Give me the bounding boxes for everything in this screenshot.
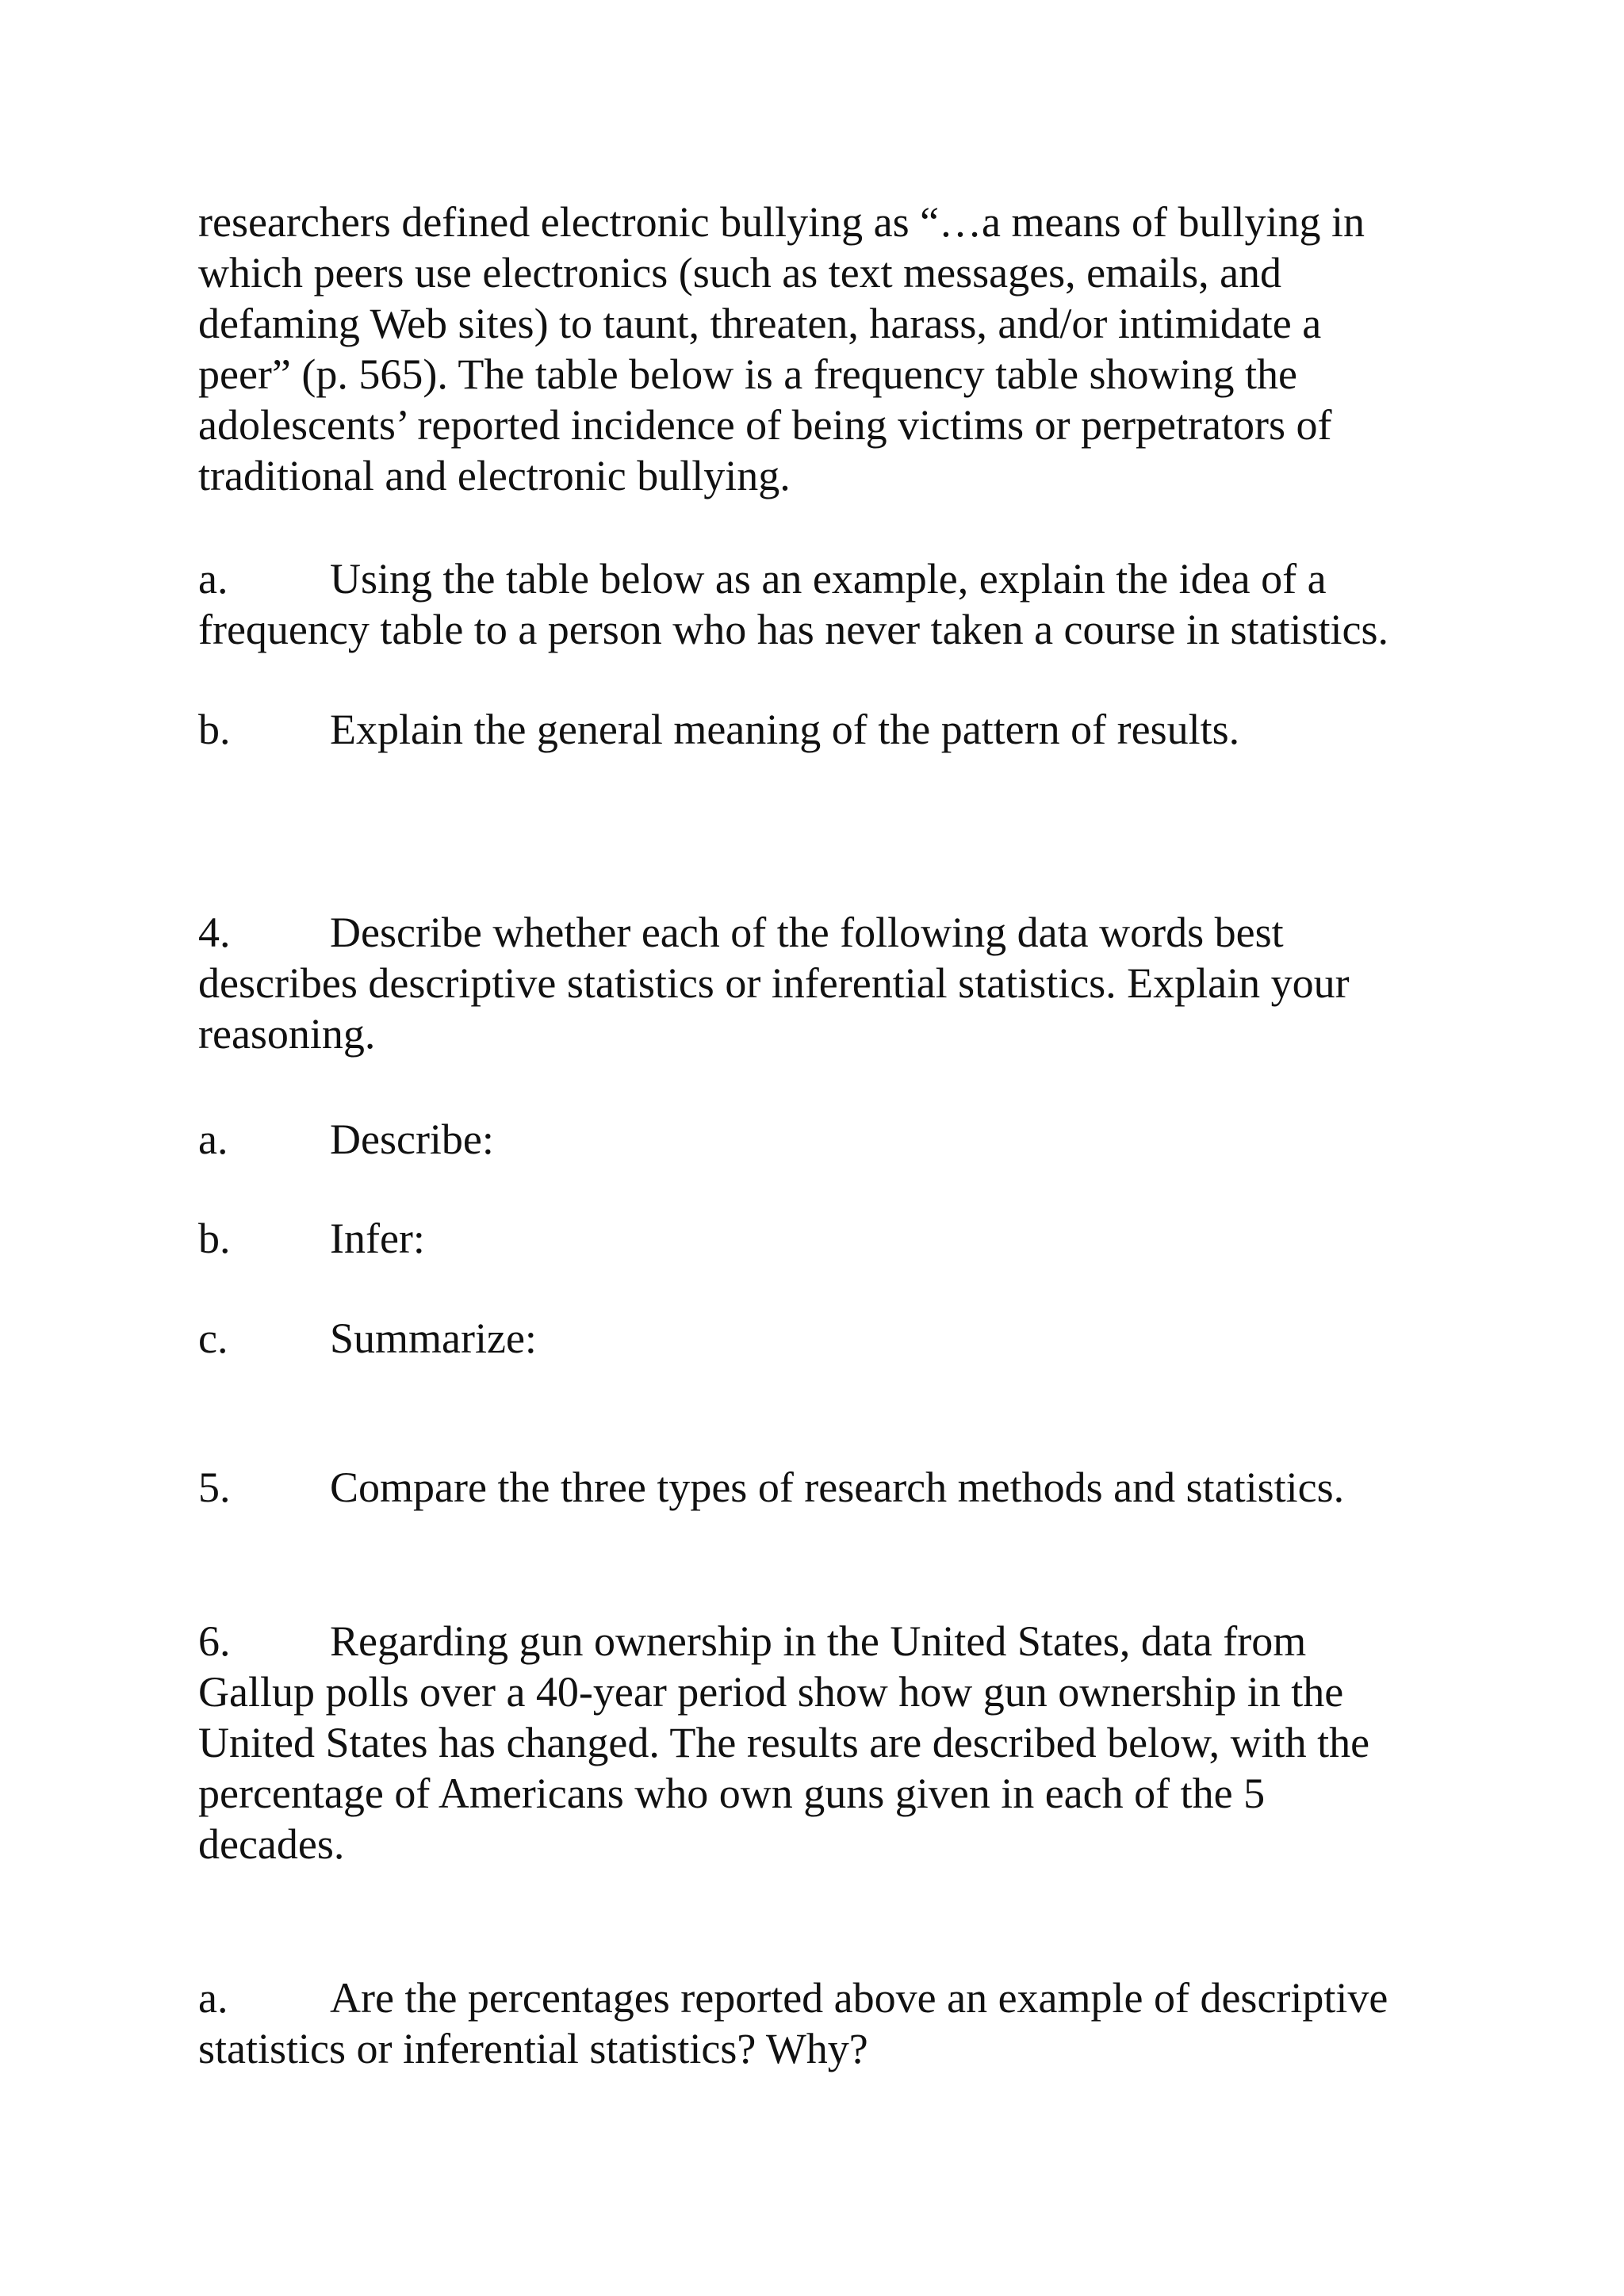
item-text: Using the table below as an example, explain the idea of a <box>330 555 1327 603</box>
question-number: 5. <box>198 1464 231 1511</box>
item-text: Regarding gun ownership in the United States, data from <box>330 1617 1307 1665</box>
question-6a-continuation: statistics or inferential statistics? Why? <box>198 2025 868 2072</box>
item-marker: a. <box>198 555 228 603</box>
question-6-line: decades. <box>198 1820 345 1868</box>
item-marker: b. <box>198 1215 231 1262</box>
question-number: 4. <box>198 909 231 956</box>
item-marker: c. <box>198 1314 228 1362</box>
item-marker: a. <box>198 1115 228 1163</box>
item-text: Compare the three types of research methods and statistics. <box>330 1464 1345 1511</box>
item-marker: b. <box>198 706 231 753</box>
intro-line: peer” (p. 565). The table below is a frequency table showing the <box>198 350 1298 398</box>
question-4-line: reasoning. <box>198 1010 376 1058</box>
question-6-line: percentage of Americans who own guns given in each of the 5 <box>198 1770 1266 1817</box>
intro-line: which peers use electronics (such as text messages, emails, and <box>198 249 1282 297</box>
intro-line: defaming Web sites) to taunt, threaten, harass, and/or intimidate a <box>198 300 1322 347</box>
item-text: Summarize: <box>330 1314 537 1362</box>
question-4-line: describes descriptive statistics or inferential statistics. Explain your <box>198 959 1350 1007</box>
intro-line: researchers defined electronic bullying as “…a means of bullying in <box>198 198 1365 246</box>
intro-line: adolescents’ reported incidence of being victims or perpetrators of <box>198 401 1332 449</box>
question-3a-continuation: frequency table to a person who has never taken a course in statistics. <box>198 606 1388 653</box>
intro-paragraph <box>198 197 1365 501</box>
item-text: Explain the general meaning of the pattern of results. <box>330 706 1240 753</box>
question-6-line: Gallup polls over a 40-year period show how gun ownership in the <box>198 1668 1344 1716</box>
question-6-first-line <box>198 1616 1369 1667</box>
question-3a-first-line <box>198 553 1388 604</box>
question-6 <box>198 1616 1369 1869</box>
item-text: Describe whether each of the following data words best <box>330 909 1284 956</box>
question-number: 6. <box>198 1617 231 1665</box>
question-4-first-line <box>198 907 1350 958</box>
question-6-line: United States has changed. The results are described below, with the <box>198 1719 1370 1766</box>
item-marker: a. <box>198 1974 228 2022</box>
question-4 <box>198 907 1350 1059</box>
item-text: Infer: <box>330 1215 425 1262</box>
question-6a-first-line <box>198 1973 1388 2023</box>
item-text: Are the percentages reported above an example of descriptive <box>330 1974 1388 2022</box>
question-6a <box>198 1973 1388 2074</box>
intro-line: traditional and electronic bullying. <box>198 452 791 499</box>
question-3a <box>198 553 1388 655</box>
item-text: Describe: <box>330 1115 494 1163</box>
